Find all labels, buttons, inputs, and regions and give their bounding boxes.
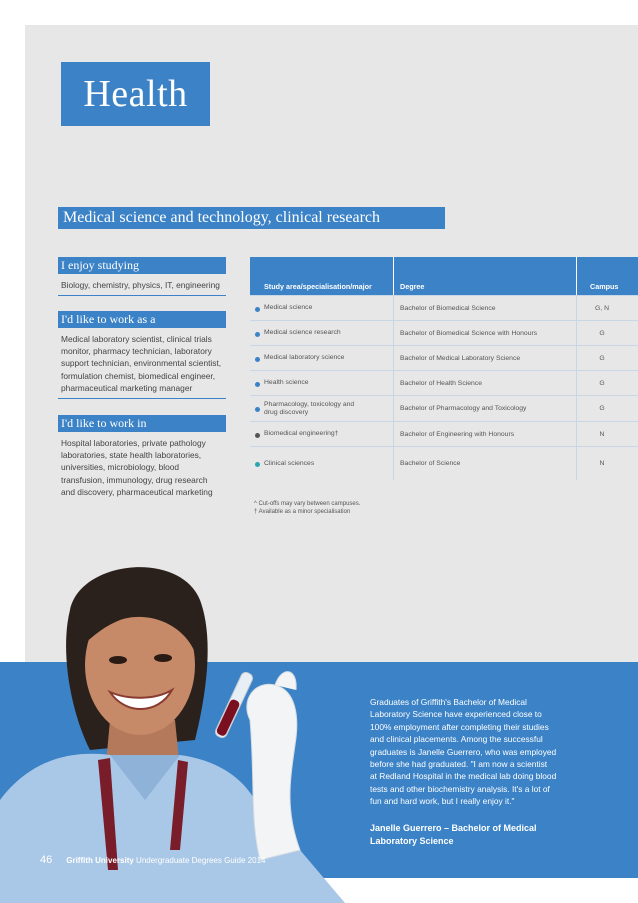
table-row (250, 395, 638, 421)
footer-brand: Griffith University (66, 856, 134, 865)
degree-cell: Bachelor of Pharmacology and Toxicology (400, 405, 527, 412)
work-as-line: monitor, pharmacy technician, laboratory (61, 346, 212, 357)
column-divider (576, 396, 577, 421)
campus-cell: G, N (595, 304, 609, 312)
degree-cell: Bachelor of Medical Laboratory Science (400, 354, 521, 362)
work-as-line: formulation chemist, biomedical engineer, (61, 370, 216, 381)
attribution-line: Laboratory Science (370, 836, 454, 846)
work-in-line: Hospital laboratories, private pathology (61, 438, 206, 448)
degree-table (250, 257, 638, 480)
work-as-block (58, 311, 226, 399)
table-row (250, 295, 638, 320)
divider (58, 295, 226, 296)
study-area-line: Clinical sciences (264, 459, 315, 467)
enjoy-studying-heading: I enjoy studying (58, 257, 226, 274)
testimonial-text (370, 696, 570, 808)
study-area-cell (264, 304, 312, 312)
note-cutoffs: ^ Cut-offs may vary between campuses. (254, 501, 361, 507)
column-divider (393, 257, 394, 295)
work-as-line: pharmaceutical marketing manager (61, 382, 193, 393)
campus-cell: G (599, 354, 605, 362)
testimonial-attribution (370, 822, 537, 848)
column-divider (576, 296, 577, 320)
study-area-line: Pharmacology, toxicology and (264, 400, 355, 408)
campus-cell: G (599, 329, 605, 337)
table-row (250, 345, 638, 370)
table-row (250, 320, 638, 345)
table-notes (254, 500, 360, 516)
quote-line: fun and hard work, but I really enjoy it." (370, 796, 515, 807)
enjoy-studying-block (58, 257, 226, 296)
header-degree: Degree (400, 282, 425, 291)
degree-cell: Bachelor of Biomedical Science with Honours (400, 329, 538, 337)
student-photo (0, 550, 350, 903)
column-divider (393, 396, 394, 421)
bullet-icon (255, 462, 260, 467)
study-area-line: Health science (264, 379, 309, 387)
column-divider (576, 371, 577, 395)
column-divider (393, 447, 394, 480)
table-row (250, 446, 638, 480)
note-minor: † Available as a minor specialisation (254, 509, 351, 515)
degree-cell: Bachelor of Engineering with Honours (400, 430, 515, 438)
study-area-cell (264, 329, 341, 337)
column-divider (576, 447, 577, 480)
campus-cell: N (599, 460, 605, 467)
bullet-icon (255, 307, 260, 312)
work-as-line: support technician, environmental scientist, (61, 358, 222, 369)
degree-cell: Bachelor of Health Science (400, 379, 482, 387)
table-header (250, 257, 638, 295)
work-in-line: transfusion, immunology, drug research (61, 474, 208, 485)
footer-guide-title: Undergraduate Degrees Guide 2014 (133, 856, 266, 865)
study-area-cell (264, 379, 309, 387)
bullet-icon (255, 357, 260, 362)
degree-cell: Bachelor of Science (400, 460, 461, 467)
attribution-line: Janelle Guerrero – Bachelor of Medical (370, 823, 537, 833)
column-divider (393, 296, 394, 320)
column-divider (393, 321, 394, 345)
section-title: Medical science and technology, clinical research (58, 207, 445, 229)
header-campus: Campus (590, 282, 619, 291)
quote-line: Graduates of Griffith's Bachelor of Medical (370, 697, 527, 707)
quote-line: Laboratory Science have experienced close to (370, 709, 542, 720)
work-as-line: Medical laboratory scientist, clinical trials (61, 334, 212, 344)
work-in-text (58, 437, 226, 498)
page-title: Health (61, 62, 210, 126)
quote-line: 100% employment after completing their studies (370, 721, 549, 732)
page-number: 46 (40, 854, 53, 866)
quote-line: graduates is Janelle Guerrero, who was employed (370, 746, 557, 757)
column-divider (576, 346, 577, 370)
table-body (250, 295, 638, 480)
work-in-line: laboratories, state health laboratories, (61, 450, 202, 461)
table-row (250, 370, 638, 395)
work-in-block (58, 415, 226, 498)
study-area-cell (264, 354, 344, 362)
column-divider (393, 371, 394, 395)
study-area-cell (264, 401, 354, 418)
study-area-line: Medical science (264, 304, 313, 312)
bullet-icon (255, 433, 260, 438)
quote-line: and clinical placements. Among the successful (370, 734, 543, 745)
enjoy-studying-line: Biology, chemistry, physics, IT, engineering (61, 280, 220, 290)
divider (58, 398, 226, 399)
work-in-line: and discovery, pharmaceutical marketing (61, 486, 213, 497)
header-study-area: Study area/specialisation/major (264, 282, 372, 291)
bullet-icon (255, 332, 260, 337)
campus-cell: G (599, 379, 605, 387)
study-area-line: Medical science research (264, 329, 341, 337)
enjoy-studying-text (58, 279, 226, 291)
column-divider (576, 321, 577, 345)
study-area-line: Medical laboratory science (264, 354, 345, 362)
study-area-line: Biomedical engineering† (264, 430, 339, 438)
degree-cell: Bachelor of Biomedical Science (400, 304, 496, 312)
column-divider (576, 257, 577, 295)
work-as-heading: I'd like to work as a (58, 311, 226, 328)
campus-cell: N (599, 430, 605, 438)
page-footer (40, 854, 265, 866)
study-area-cell (264, 430, 338, 438)
bullet-icon (255, 382, 260, 387)
study-area-cell (264, 460, 314, 468)
column-divider (576, 422, 577, 446)
table-row (250, 421, 638, 446)
quote-line: before she had graduated. "I am now a scientist (370, 759, 548, 770)
work-in-heading: I'd like to work in (58, 415, 226, 432)
bullet-icon (255, 407, 260, 412)
study-area-line: drug discovery (264, 409, 309, 416)
quote-line: at Redland Hospital in the medical lab doing blood (370, 771, 557, 782)
column-divider (393, 422, 394, 446)
work-in-line: universities, microbiology, blood (61, 462, 180, 473)
column-divider (393, 346, 394, 370)
work-as-text (58, 333, 226, 394)
quote-line: tests and other biochemistry analysis. It's a lot of (370, 783, 550, 794)
campus-cell: G (599, 405, 605, 412)
